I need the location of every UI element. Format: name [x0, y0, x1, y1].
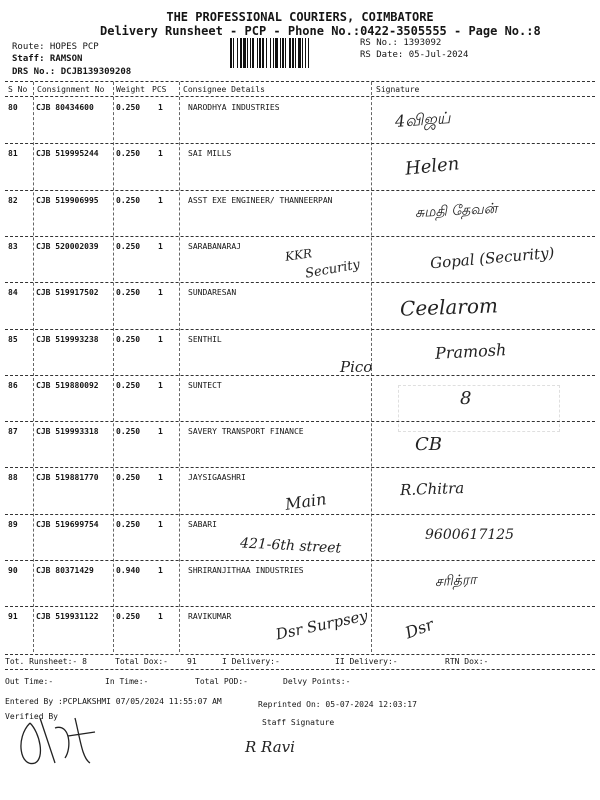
row-signature: 9600617125: [425, 526, 515, 543]
row-sno: 90: [8, 566, 18, 575]
column-header-pcs: PCS: [152, 85, 167, 94]
row-signature: CB: [415, 434, 442, 456]
row-signature: Gopal (Security): [429, 243, 556, 273]
row-consignment-no: CJB 80434600: [36, 103, 94, 112]
row-divider: [5, 514, 595, 515]
footer-divider: [5, 669, 595, 670]
row-pcs: 1: [158, 427, 163, 437]
row-pcs: 1: [158, 195, 163, 205]
row-consignee: SARABANARAJ: [188, 241, 241, 251]
staff-signature-scrawl: R Ravi: [245, 738, 295, 756]
row-sno: 91: [8, 612, 18, 622]
row-divider: [5, 329, 595, 330]
row-sno: 80: [8, 103, 18, 112]
entered-by: Entered By :PCPLAKSHMI 07/05/2024 11:55:07 AM: [5, 697, 222, 706]
i-delivery-label: I Delivery:-: [222, 657, 280, 666]
row-consignee: JAYSIGAASHRI: [188, 473, 246, 483]
in-time-label: In Time:-: [105, 677, 149, 686]
row-weight: 0.250: [116, 103, 141, 112]
barcode-image: [230, 38, 355, 68]
company-title: THE PROFESSIONAL COURIERS, COIMBATORE: [166, 10, 434, 24]
row-signature: சரித்ரா: [434, 571, 477, 591]
ii-delivery-label: II Delivery:-: [335, 657, 398, 666]
column-header-consignee: Consignee Details: [183, 85, 265, 94]
row-weight: 0.250: [116, 380, 141, 390]
rtn-dox-label: RTN Dox:-: [445, 657, 489, 666]
drs-number: DRS No.: DCJB139309208: [12, 67, 132, 77]
row-consignment-no: CJB 519995244: [36, 149, 99, 159]
header-bottom-border: [5, 96, 595, 97]
column-divider: [33, 82, 34, 652]
handwritten-note: KKR: [284, 246, 313, 264]
row-divider: [5, 467, 595, 468]
row-pcs: 1: [158, 612, 163, 622]
row-sno: 89: [8, 519, 18, 529]
row-weight: 0.940: [116, 566, 141, 575]
row-divider: [5, 606, 595, 607]
row-sno: 87: [8, 427, 18, 437]
row-consignee: SAVERY TRANSPORT FINANCE: [188, 427, 304, 437]
row-consignment-no: CJB 519906995: [36, 195, 99, 205]
row-consignee: SUNTECT: [188, 380, 222, 390]
row-pcs: 1: [158, 380, 163, 390]
total-dox-label: Total Dox:-: [115, 657, 168, 666]
row-weight: 0.250: [116, 427, 141, 437]
row-consignment-no: CJB 519699754: [36, 519, 99, 529]
reprinted-on: Reprinted On: 05-07-2024 12:03:17: [258, 700, 417, 709]
row-signature: சுமதி தேவன்: [414, 200, 498, 221]
row-weight: 0.250: [116, 519, 141, 529]
column-header-weight: Weight: [116, 85, 145, 94]
verified-by-signature-image: [10, 708, 105, 773]
row-signature: Dsr: [402, 614, 437, 643]
row-consignee: SHRIRANJITHAA INDUSTRIES: [188, 566, 304, 575]
row-consignment-no: CJB 519880092: [36, 380, 99, 390]
staff-label: Staff: RAMSON: [12, 54, 83, 64]
column-divider: [179, 82, 180, 652]
row-consignment-no: CJB 520002039: [36, 241, 99, 251]
faded-stamp-image: [398, 385, 560, 432]
row-consignment-no: CJB 519993318: [36, 427, 99, 437]
row-consignment-no: CJB 519993238: [36, 334, 99, 344]
rs-date: RS Date: 05-Jul-2024: [360, 50, 469, 60]
row-weight: 0.250: [116, 288, 141, 298]
total-dox-value: 91: [187, 657, 197, 666]
row-sno: 83: [8, 241, 18, 251]
row-pcs: 1: [158, 566, 163, 575]
table-bottom-border: [5, 654, 595, 655]
row-consignee: SENTHIL: [188, 334, 222, 344]
row-consignee: ASST EXE ENGINEER/ THANNEERPAN: [188, 195, 333, 205]
row-pcs: 1: [158, 149, 163, 159]
handwritten-note: Main: [283, 489, 328, 514]
row-weight: 0.250: [116, 195, 141, 205]
row-consignment-no: CJB 80371429: [36, 566, 94, 575]
row-pcs: 1: [158, 103, 163, 112]
row-consignment-no: CJB 519931122: [36, 612, 99, 622]
total-pod-label: Total POD:-: [195, 677, 248, 686]
row-consignment-no: CJB 519881770: [36, 473, 99, 483]
handwritten-note: 421-6th street: [239, 535, 342, 557]
row-consignee: SUNDARESAN: [188, 288, 237, 298]
column-header-consignment: Consignment No: [37, 85, 105, 94]
table-top-border: [5, 81, 595, 82]
row-signature: Pramosh: [434, 339, 507, 363]
row-signature: Helen: [404, 153, 461, 181]
route-label: Route: HOPES PCP: [12, 42, 99, 52]
row-weight: 0.250: [116, 612, 141, 622]
row-sno: 84: [8, 288, 18, 298]
row-divider: [5, 375, 595, 376]
verified-by-label: Verified By: [5, 712, 58, 721]
row-weight: 0.250: [116, 149, 141, 159]
row-weight: 0.250: [116, 473, 141, 483]
row-divider: [5, 190, 595, 191]
row-divider: [5, 236, 595, 237]
row-weight: 0.250: [116, 334, 141, 344]
row-consignee: SABARI: [188, 519, 217, 529]
row-sno: 81: [8, 149, 18, 159]
column-header-sno: S No: [8, 85, 28, 94]
row-pcs: 1: [158, 519, 163, 529]
row-signature: 4விஜய்: [394, 108, 451, 131]
handwritten-note: Security: [304, 257, 362, 282]
row-consignee: SAI MILLS: [188, 149, 232, 159]
row-consignee: NARODHYA INDUSTRIES: [188, 103, 280, 112]
row-pcs: 1: [158, 241, 163, 251]
handwritten-note: Pico: [340, 358, 373, 376]
row-divider: [5, 560, 595, 561]
row-divider: [5, 143, 595, 144]
rs-number: RS No.: 1393092: [360, 38, 442, 48]
column-header-signature: Signature: [376, 85, 420, 94]
row-pcs: 1: [158, 334, 163, 344]
row-sno: 82: [8, 195, 18, 205]
row-weight: 0.250: [116, 241, 141, 251]
row-consignee: RAVIKUMAR: [188, 612, 232, 622]
row-signature: Ceelarom: [399, 293, 499, 321]
row-consignment-no: CJB 519917502: [36, 288, 99, 298]
row-signature: R.Chitra: [399, 479, 465, 500]
staff-signature-label: Staff Signature: [262, 718, 335, 727]
row-signature: 8: [460, 387, 472, 409]
row-sno: 88: [8, 473, 18, 483]
out-time-label: Out Time:-: [5, 677, 54, 686]
handwritten-note: Dsr Surpsey: [274, 606, 370, 644]
runsheet-title: Delivery Runsheet - PCP - Phone No.:0422-3505555 - Page No.:8: [100, 24, 541, 38]
row-pcs: 1: [158, 473, 163, 483]
row-divider: [5, 282, 595, 283]
column-divider: [113, 82, 114, 652]
tot-runsheet: Tot. Runsheet:- 8: [5, 657, 87, 666]
row-sno: 85: [8, 334, 18, 344]
row-sno: 86: [8, 380, 18, 390]
row-pcs: 1: [158, 288, 163, 298]
delvy-points-label: Delvy Points:-: [283, 677, 351, 686]
